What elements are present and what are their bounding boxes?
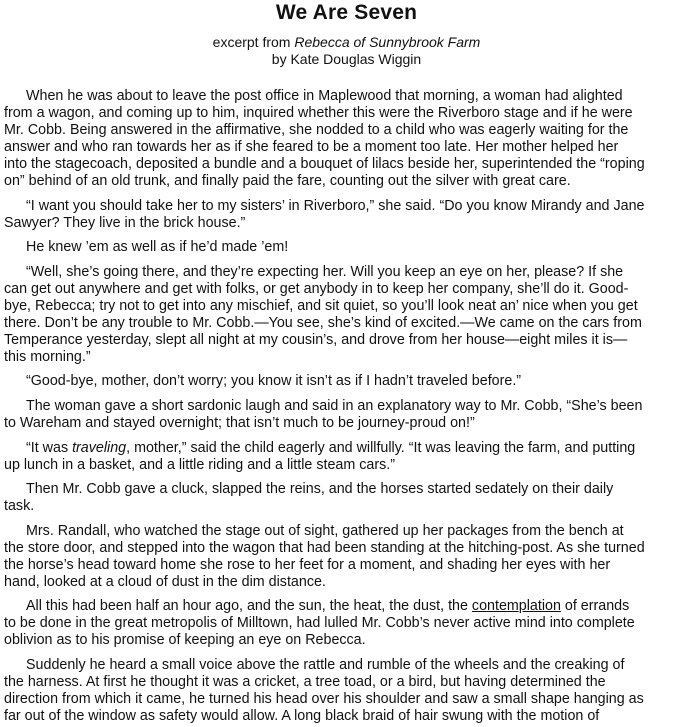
paragraph-10: [4, 598, 645, 649]
paragraph-1: When he was about to leave the post office in Maplewood that morning, a woman had alighted from a wagon, and coming up to him, inquired whether this were the Riverboro stage and if he were Mr. Cobb. Being answered in the affirmative, she nodded to a child who was eagerly waiting for the answer and who ran towards her as if she feared to be a moment too late. Her mother helped her into the stagecoach, deposited a bundle and a bouquet of lilacs beside her, superintended the “roping on” behind of an old trunk, and finally paid the fare, counting out the silver with great care.: [4, 88, 645, 189]
source-book-title: Rebecca of Sunnybrook Farm: [294, 34, 481, 50]
paragraph-7-end: , mother,” said the child eagerly and willfully. “It was leaving the farm, and putting up lunch in a basket, and a little riding and a little steam cars.”: [4, 439, 636, 473]
author-byline: by Kate Douglas Wiggin: [271, 51, 422, 67]
paragraph-7: [4, 440, 645, 474]
paragraph-9: Mrs. Randall, who watched the stage out of sight, gathered up her packages from the bench at the store door, and stepped into the wagon that had been standing at the hitching-post. As she turned the horse’s head toward home she rose to her feet for a moment, and shading her eyes with her hand, looked at a cloud of dust in the dim distance.: [4, 522, 645, 590]
story-body: [0, 88, 645, 725]
paragraph-10-end: of errands to be done in the great metropolis of Milltown, had lulled Mr. Cobb’s never active mind into complete oblivion as to his promise of keeping an eye on Rebecca.: [4, 598, 635, 649]
paragraph-8: Then Mr. Cobb gave a cluck, slapped the reins, and the horses started sedately on their daily task.: [4, 481, 614, 515]
excerpt-prefix: excerpt from: [212, 34, 295, 50]
paragraph-11: Suddenly he heard a small voice above the rattle and rumble of the wheels and the creaking of the harness. At first he thought it was a cricket, a tree toad, or a bird, but having determined the direction from which it came, he turned his head over his shoulder and saw a small shape hanging as far out of the window as safety would allow. A long black braid of hair swung with the motion of: [4, 656, 644, 724]
paragraph-4: “Well, she’s going there, and they’re expecting her. Will you keep an eye on her, please? If she can get out anywhere and get with folks, or get anybody in to keep her company, she’ll do it. Good-bye, Rebecca; try not to get into any mischief, and sit quiet, so you’ll look neat an’ nice when you get there. Don’t be any trouble to Mr. Cobb.—You see, she’s kind of excited.—We came on the cars from Temperance yesterday, slept all night at my cousin’s, and drove from her house—eight miles it is—this morning.”: [4, 263, 642, 365]
paragraph-2: “I want you should take her to my sisters’ in Riverboro,” she said. “Do you know Mirandy and Jane Sawyer? They live in the brick house.”: [4, 197, 645, 231]
document-title: We Are Seven: [275, 1, 418, 24]
paragraph-7-start: “It was: [26, 439, 73, 456]
excerpt-source-line: [0, 34, 693, 51]
paragraph-5: “Good-bye, mother, don’t worry; you know it isn’t as if I hadn’t traveled before.”: [26, 373, 522, 390]
emphasized-word-traveling: traveling: [72, 439, 127, 456]
paragraph-6: The woman gave a short sardonic laugh and said in an explanatory way to Mr. Cobb, “She’s been to Wareham and stayed overnight; that isn’t much to be journey-proud on!”: [4, 397, 643, 431]
paragraph-10-start: All this had been half an hour ago, and the sun, the heat, the dust, the: [26, 598, 472, 615]
document-subtitle: [0, 34, 693, 68]
paragraph-3: He knew ’em as well as if he’d made ’em!: [26, 239, 289, 256]
underlined-word-contemplation: contemplation: [471, 598, 561, 615]
